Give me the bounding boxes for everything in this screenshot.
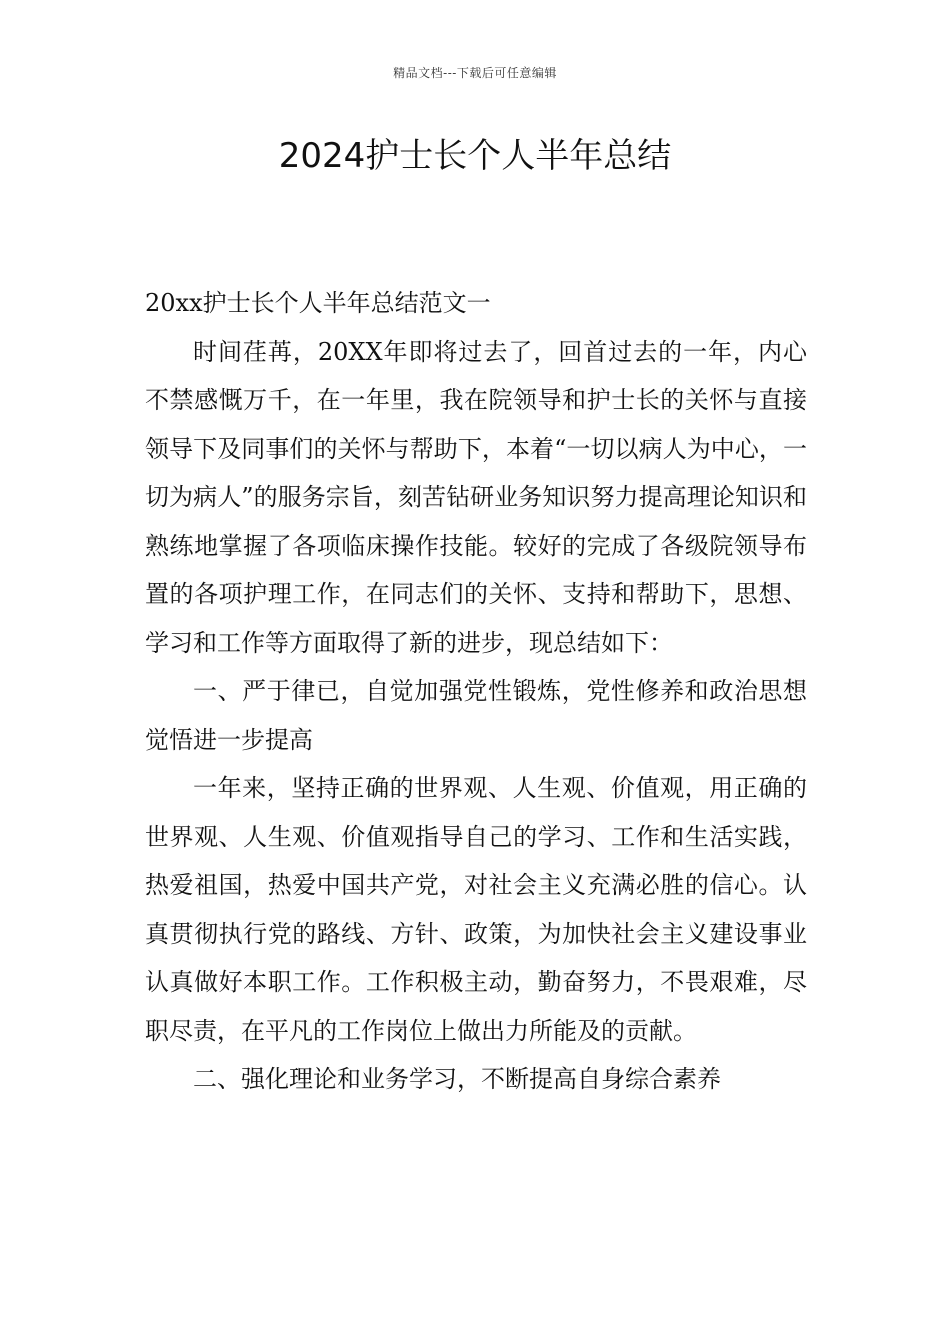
header-note: 精品文档---下载后可任意编辑: [393, 66, 557, 80]
body-paragraph: 一年来，坚持正确的世界观、人生观、价值观，用正确的世界观、人生观、价值观指导自己的学习、工作和生活实践，热爱祖国，热爱中国共产党，对社会主义充满必胜的信心。认真贯彻执行党的路线、方针、政策，为加快社会主义建设事业认真做好本职工作。工作积极主动，勤奋努力，不畏艰难，尽职尽责，在平凡的工作岗位上做出力所能及的贡献。: [145, 774, 807, 1045]
section-heading: 二、强化理论和业务学习，不断提高自身综合素养: [193, 1065, 721, 1093]
section-heading: 20xx护士长个人半年总结范文一: [145, 289, 491, 317]
body-paragraph: 时间荏苒，20XX年即将过去了，回首过去的一年，内心不禁感慨万千，在一年里，我在院领导和护士长的关怀与直接领导下及同事们的关怀与帮助下，本着“一切以病人为中心，一切为病人”的服务宗旨，刻苦钻研业务知识努力提高理论知识和熟练地掌握了各项临床操作技能。较好的完成了各级院领导布置的各项护理工作，在同志们的关怀、支持和帮助下，思想、学习和工作等方面取得了新的进步，现总结如下：: [145, 337, 807, 657]
document-title: 2024护士长个人半年总结: [278, 136, 672, 176]
document-body: [145, 279, 807, 1104]
section-heading: 一、严于律已，自觉加强党性锻炼，党性修养和政治思想觉悟进一步提高: [145, 677, 807, 754]
